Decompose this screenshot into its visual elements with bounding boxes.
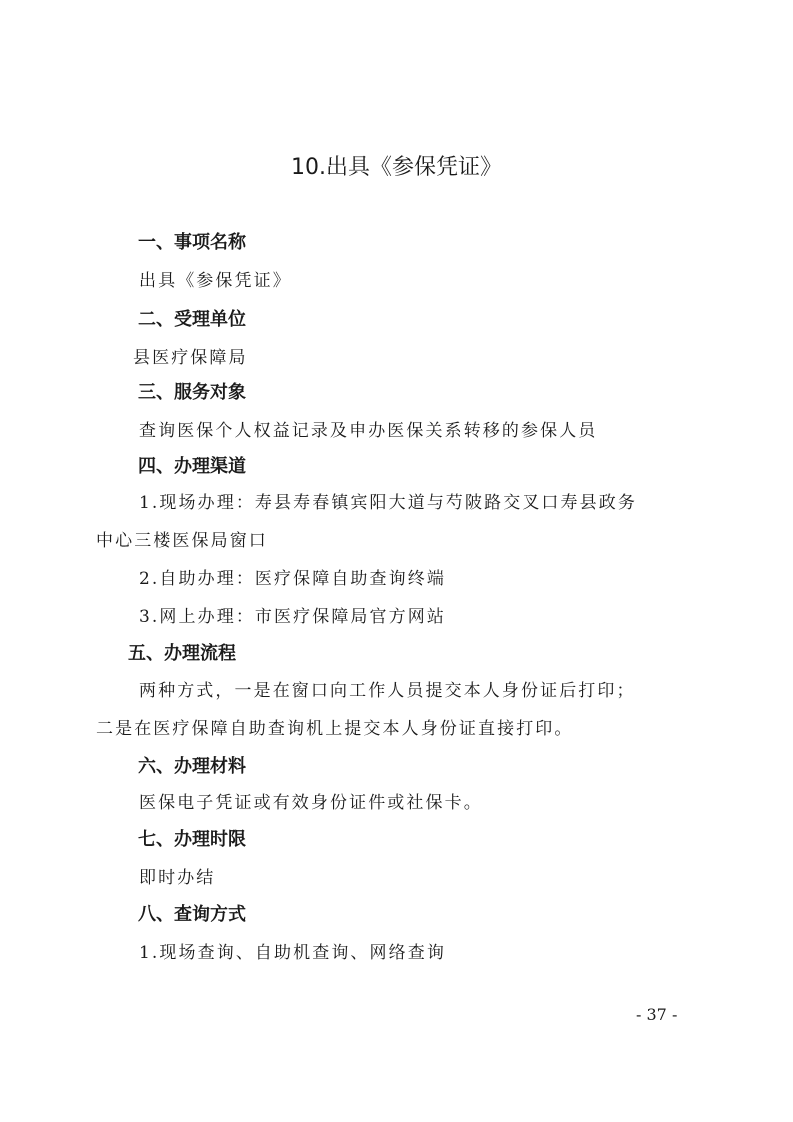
materials-text: 医保电子凭证或有效身份证件或社保卡。 (139, 793, 483, 813)
accepting-unit-text: 县医疗保障局 (133, 348, 248, 368)
section-heading-accepting-unit: 二、受理单位 (138, 309, 246, 330)
process-line-2: 二是在医疗保障自助查询机上提交本人身份证直接打印。 (96, 719, 574, 739)
section-heading-item-name: 一、事项名称 (138, 232, 246, 253)
channel-onsite-line-1: 1.现场办理：寿县寿春镇宾阳大道与芍陂路交叉口寿县政务 (139, 493, 637, 513)
time-limit-text: 即时办结 (139, 868, 216, 888)
section-heading-materials: 六、办理材料 (138, 756, 246, 777)
section-heading-inquiry: 八、查询方式 (138, 904, 246, 925)
inquiry-text: 1.现场查询、自助机查询、网络查询 (139, 943, 446, 963)
item-name-text: 出具《参保凭证》 (139, 271, 292, 291)
document-title: 10.出具《参保凭证》 (291, 155, 502, 180)
section-heading-service-target: 三、服务对象 (138, 382, 246, 403)
section-heading-time-limit: 七、办理时限 (138, 829, 246, 850)
section-heading-process: 五、办理流程 (128, 643, 236, 664)
section-heading-channels: 四、办理渠道 (138, 456, 246, 477)
channel-onsite-line-2: 中心三楼医保局窗口 (96, 531, 268, 551)
process-line-1: 两种方式，一是在窗口向工作人员提交本人身份证后打印； (139, 681, 636, 701)
page-number: - 37 - (636, 1005, 678, 1024)
channel-online: 3.网上办理：市医疗保障局官方网站 (139, 607, 446, 627)
channel-self-service: 2.自助办理：医疗保障自助查询终端 (139, 569, 446, 589)
service-target-text: 查询医保个人权益记录及申办医保关系转移的参保人员 (139, 421, 598, 441)
